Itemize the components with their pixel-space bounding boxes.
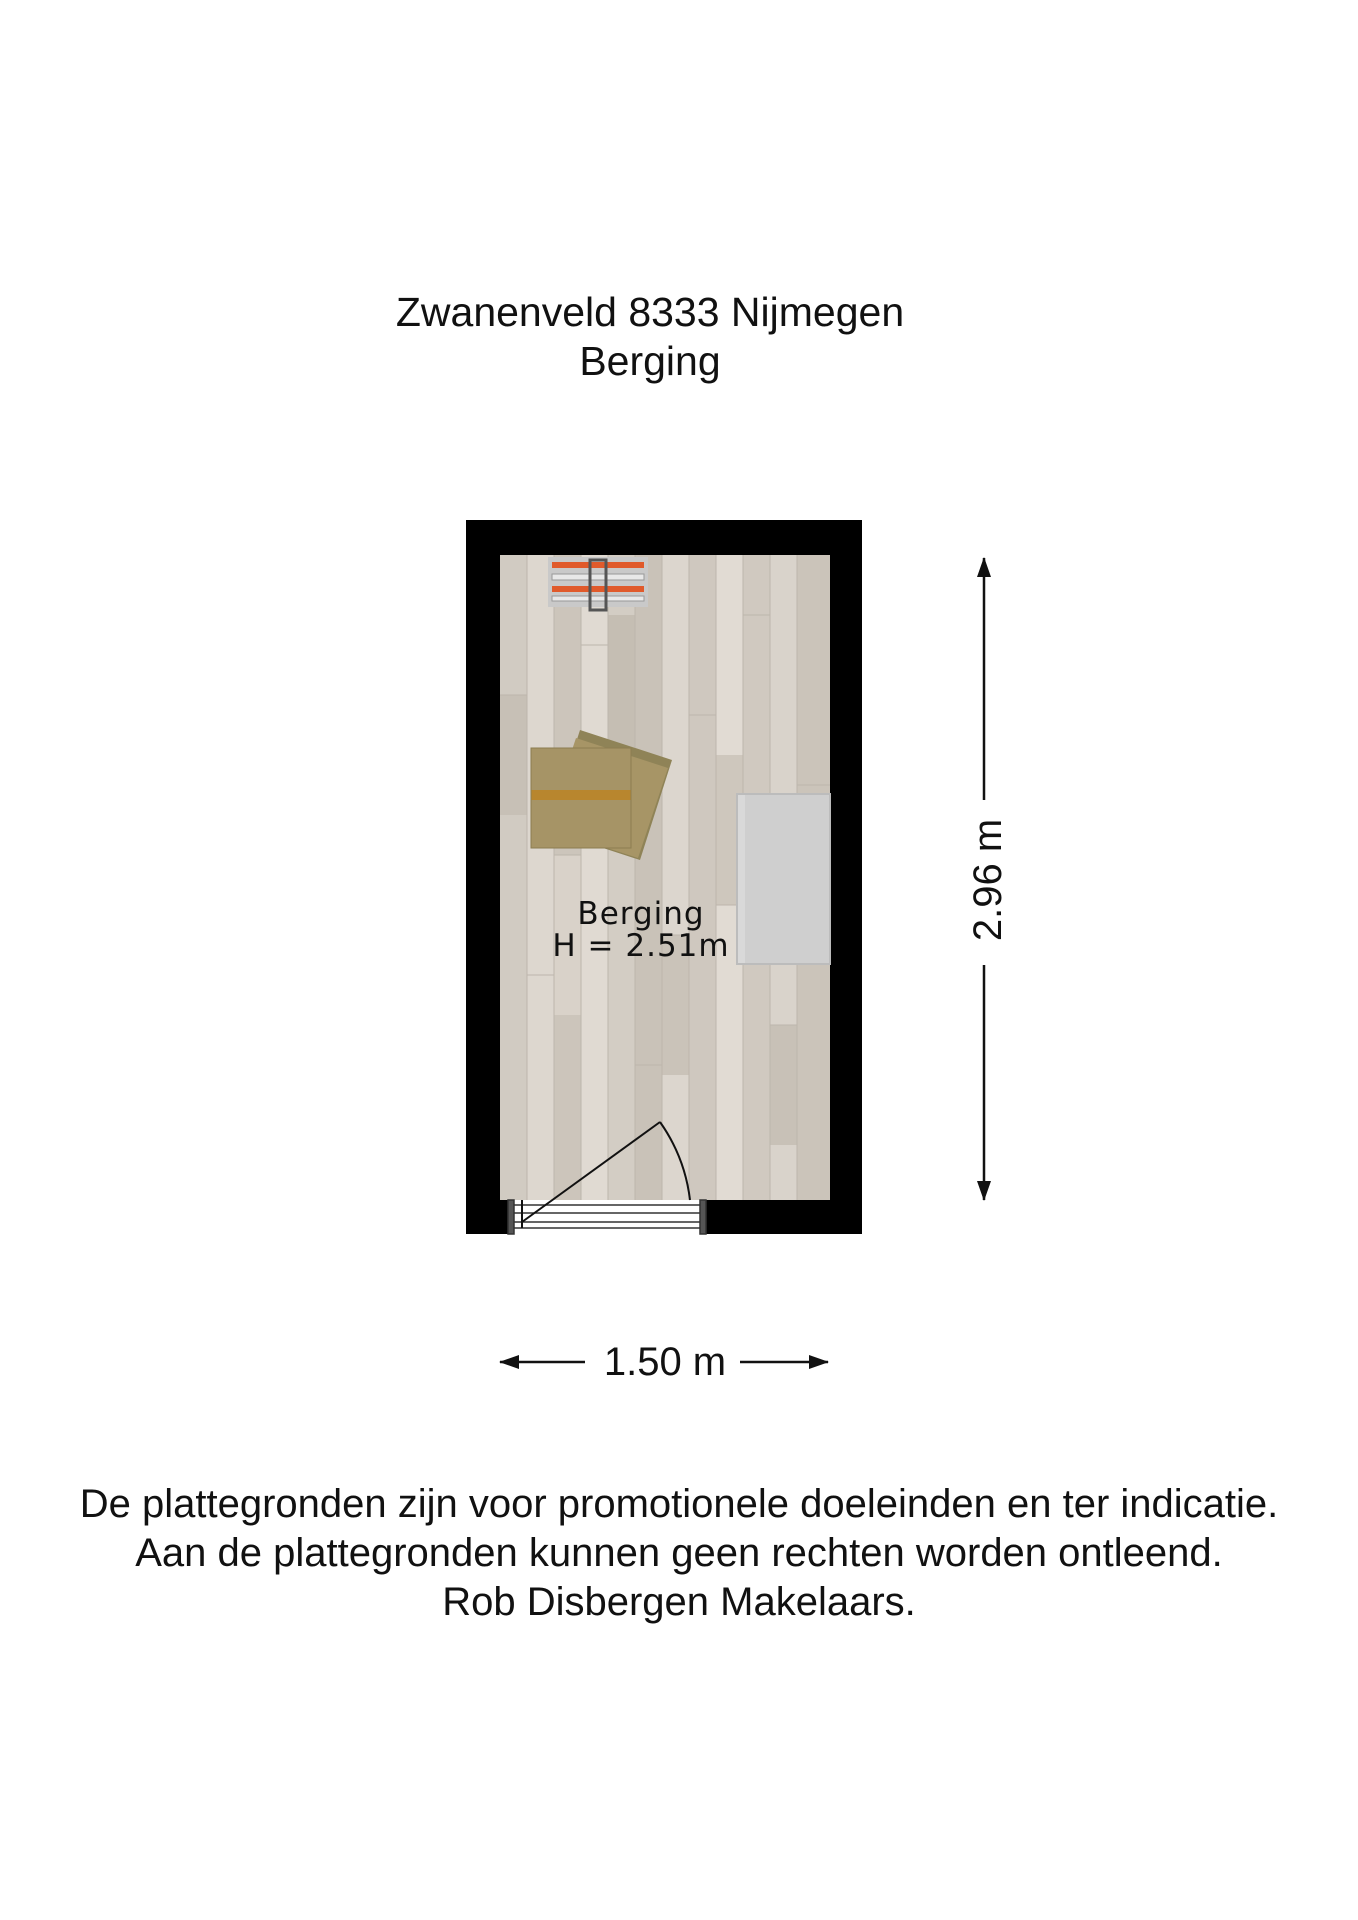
- disclaimer-line-2: Aan de plattegronden kunnen geen rechten worden ontleend.: [135, 1531, 1223, 1575]
- width-label: 1.50 m: [603, 1340, 727, 1384]
- disclaimer-line-1: De plattegronden zijn voor promotionele doeleinden en ter indicatie.: [79, 1482, 1279, 1526]
- floor-title: Berging: [579, 338, 721, 384]
- address-title: Zwanenveld 8333 Nijmegen: [395, 289, 905, 335]
- shelf-icon: [737, 794, 830, 964]
- length-label: 2.96 m: [966, 818, 1010, 942]
- room-height: H = 2.51m: [552, 928, 730, 964]
- disclaimer-line-3: Rob Disbergen Makelaars.: [442, 1580, 916, 1624]
- room-label: [548, 898, 734, 962]
- disclaimer: [0, 1480, 1358, 1627]
- room-name: Berging: [577, 896, 705, 932]
- width-dimension: [495, 1337, 835, 1387]
- ladder-icon: [548, 557, 648, 610]
